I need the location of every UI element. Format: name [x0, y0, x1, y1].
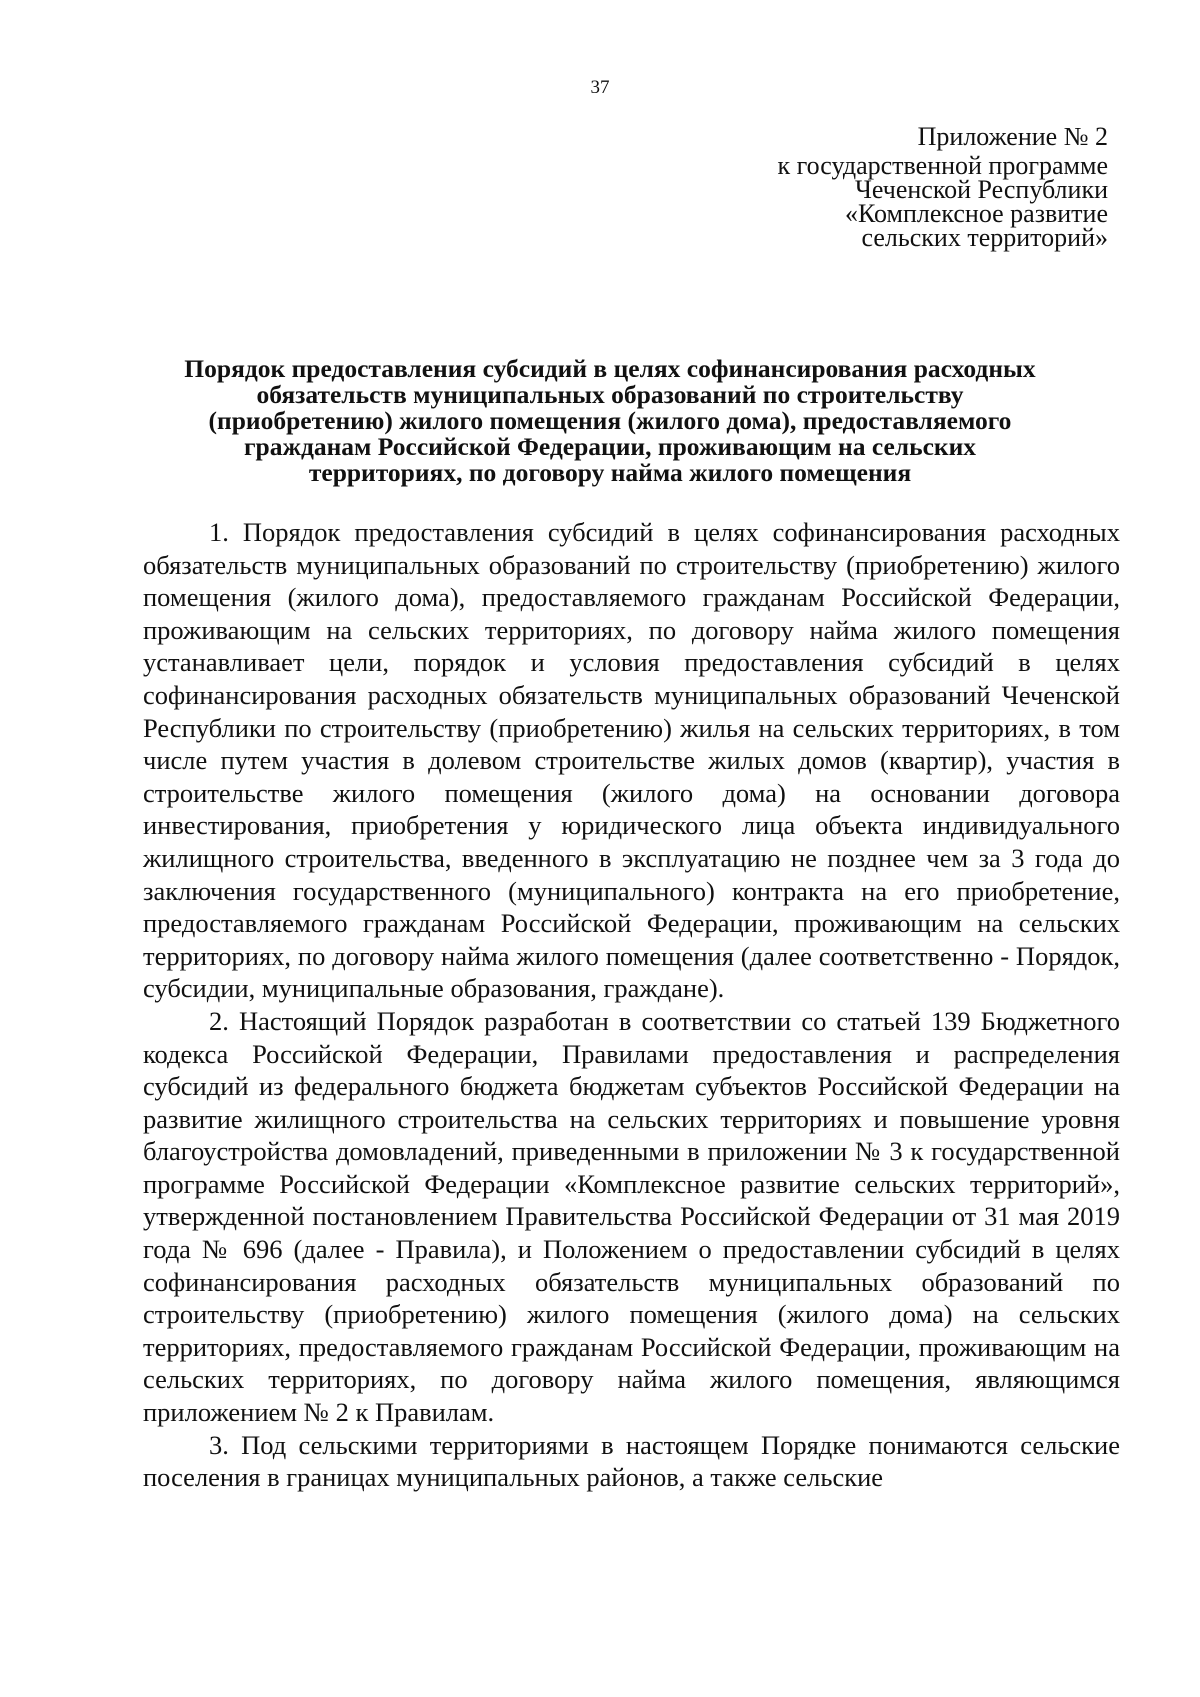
paragraph-3: 3. Под сельскими территориями в настоящем Порядке понимаются сельские поселения в границах муниципальных районов, а также сельские: [143, 1429, 1120, 1493]
document-title: [140, 356, 1080, 486]
page-number: 37: [590, 77, 610, 98]
paragraph-2: 2. Настоящий Порядок разработан в соответствии со статьей 139 Бюджетного кодекса Российской Федерации, Правилами предоставления и распределения субсидий из федерального бюджета бюджетам субъектов Российской Федерации на развитие жилищного строительства на сельских территориях и повышение уровня благоустройства домовладений, приведенными в приложении № 3 к государственной программе Российской Федерации «Комплексное развитие сельских территорий», утвержденной постановлением Правительства Российской Федерации от 31 мая 2019 года № 696 (далее - Правила), и Положением о предоставлении субсидий в целях софинансирования расходных обязательств муниципальных образований по строительству (приобретению) жилого помещения (жилого дома) на сельских территориях, предоставляемого гражданам Российской Федерации, проживающим на сельских территориях, по договору найма жилого помещения, являющимся приложением № 2 к Правилам.: [143, 1005, 1120, 1428]
paragraph-1: 1. Порядок предоставления субсидий в целях софинансирования расходных обязательств муниципальных образований по строительству (приобретению) жилого помещения (жилого дома), предоставляемого гражданам Российской Федерации, проживающим на сельских территориях, по договору найма жилого помещения устанавливает цели, порядок и условия предоставления субсидий в целях софинансирования расходных обязательств муниципальных образований Чеченской Республики по строительству (приобретению) жилья на сельских территориях, в том числе путем участия в долевом строительстве жилых домов (квартир), участия в строительстве жилого помещения (жилого дома) на основании договора инвестирования, приобретения у юридического лица объекта индивидуального жилищного строительства, введенного в эксплуатацию не позднее чем за 3 года до заключения государственного (муниципального) контракта на его приобретение, предоставляемого гражданам Российской Федерации, проживающим на сельских территориях, по договору найма жилого помещения (далее соответственно - Порядок, субсидии, муниципальные образования, граждане).: [143, 517, 1120, 1004]
appendix-line: сельских территорий»: [861, 223, 1108, 252]
appendix-title: Приложение № 2: [917, 122, 1108, 151]
appendix-line: «Комплексное развитие: [844, 199, 1108, 228]
appendix-subtitle: [588, 151, 1108, 252]
title-line: Порядок предоставления субсидий в целях софинансирования расходных: [184, 354, 1036, 383]
title-line: обязательств муниципальных образований по строительству: [256, 380, 964, 409]
title-line: территориях, по договору найма жилого помещения: [308, 458, 912, 487]
appendix-header: [588, 120, 1108, 250]
appendix-line: Чеченской Республики: [854, 175, 1108, 204]
appendix-line: к государственной программе: [777, 151, 1108, 180]
title-line: гражданам Российской Федерации, проживающим на сельских: [243, 432, 977, 461]
document-body: [143, 516, 1120, 1494]
title-line: (приобретению) жилого помещения (жилого дома), предоставляемого: [208, 406, 1012, 435]
